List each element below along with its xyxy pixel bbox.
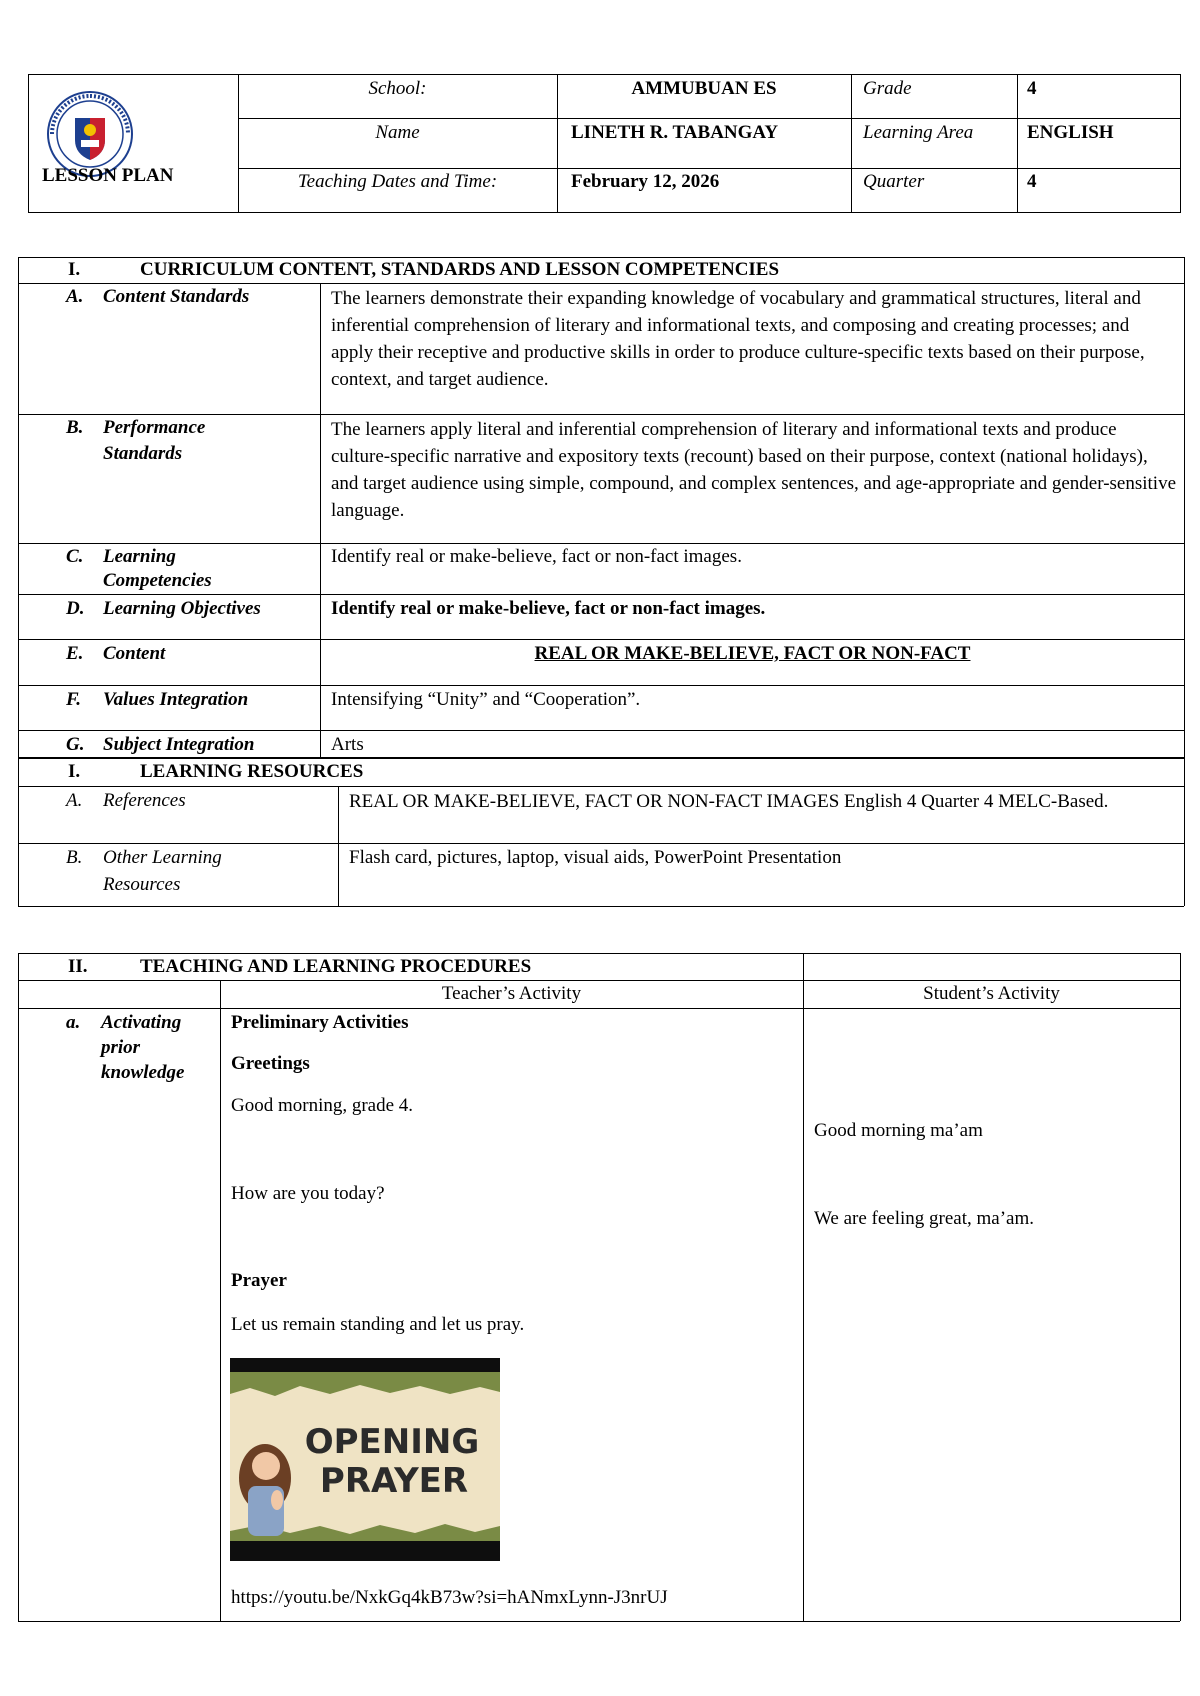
- learning-area-label: Learning Area: [863, 122, 974, 143]
- name-label: Name: [375, 122, 420, 143]
- references-label: References: [103, 790, 186, 811]
- student-activity-header: Student’s Activity: [923, 983, 1060, 1004]
- row-f-letter: F.: [66, 689, 81, 710]
- row-c-label: Learning: [103, 546, 176, 567]
- prayer-instruction: Let us remain standing and let us pray.: [231, 1314, 525, 1335]
- teaching-dates-label: Teaching Dates and Time:: [297, 171, 498, 192]
- image-text-prayer: PRAYER: [319, 1461, 469, 1501]
- references-letter: A.: [66, 790, 83, 811]
- row-g-letter: G.: [66, 734, 85, 755]
- values-integration-text: Intensifying “Unity” and “Cooperation”.: [331, 689, 641, 710]
- preliminary-activities: Preliminary Activities: [231, 1012, 409, 1033]
- content-topic-text: REAL OR MAKE-BELIEVE, FACT OR NON-FACT: [534, 643, 971, 664]
- row-f-label: Values Integration: [103, 689, 249, 710]
- activating-label-2: prior: [101, 1037, 141, 1058]
- grade-label: Grade: [863, 78, 912, 99]
- prayer-heading: Prayer: [231, 1270, 287, 1291]
- teacher-activity-header: Teacher’s Activity: [441, 983, 582, 1004]
- row-g-label: Subject Integration: [103, 734, 255, 755]
- row-d-letter: D.: [66, 598, 85, 619]
- row-b-label-2: Standards: [103, 443, 183, 464]
- activating-label-1: Activating: [101, 1012, 182, 1033]
- row-c-letter: C.: [66, 546, 84, 567]
- learning-area-value: ENGLISH: [1027, 122, 1114, 143]
- resources-number: I.: [68, 761, 81, 782]
- row-e-letter: E.: [66, 643, 84, 664]
- row-e-label: Content: [103, 643, 166, 664]
- opening-prayer-image: [230, 1358, 500, 1561]
- row-a-letter: A.: [66, 286, 84, 307]
- resources-title: LEARNING RESOURCES: [140, 761, 364, 782]
- section-1-title: CURRICULUM CONTENT, STANDARDS AND LESSON COMPETENCIES: [140, 259, 780, 280]
- other-resources-letter: B.: [66, 847, 83, 868]
- quarter-label: Quarter: [863, 171, 925, 192]
- other-resources-label-2: Resources: [103, 874, 181, 895]
- row-d-label: Learning Objectives: [103, 598, 261, 619]
- content-standards-text: The learners demonstrate their expanding knowledge of vocabulary and grammatical structures, literal and inferential comprehension of literary and informational texts, and composing and creating processes; and apply their receptive and productive skills in order to produce culture-specific texts based on their purpose, context, and target audience.: [331, 288, 1145, 390]
- greetings-heading: Greetings: [231, 1053, 310, 1074]
- name-value: LINETH R. TABANGAY: [571, 122, 779, 143]
- quarter-value: 4: [1027, 171, 1037, 192]
- prayer-video-link[interactable]: https://youtu.be/NxkGq4kB73w?si=hANmxLynn-J3nrUJ: [231, 1587, 668, 1608]
- greeting-teacher: Good morning, grade 4.: [231, 1095, 414, 1116]
- row-a-label: Content Standards: [103, 286, 250, 307]
- section-2-number: II.: [68, 956, 88, 977]
- performance-standards-text: The learners apply literal and inferential comprehension of literary and informational texts and produce culture-specific narrative and expository texts (recount) based on their purpose, context (national holidays), and target audience using simple, compound, and complex sentences, and age-appropriate and gender-sensitive language.: [331, 419, 1177, 521]
- school-value: AMMUBUAN ES: [631, 78, 777, 99]
- row-c-label-2: Competencies: [103, 570, 212, 591]
- learning-objectives-text: Identify real or make-believe, fact or non-fact images.: [331, 598, 766, 619]
- section-2-title: TEACHING AND LEARNING PROCEDURES: [140, 956, 532, 977]
- row-a-activity-letter: a.: [66, 1012, 81, 1033]
- how-are-you-student: We are feeling great, ma’am.: [814, 1208, 1035, 1229]
- learning-competencies-text: Identify real or make-believe, fact or non-fact images.: [331, 546, 742, 567]
- image-text-opening: OPENING: [304, 1422, 480, 1462]
- other-resources-label: Other Learning: [103, 847, 222, 868]
- activating-label-3: knowledge: [101, 1062, 185, 1083]
- row-b-label: Performance: [103, 417, 206, 438]
- school-label: School:: [368, 78, 427, 99]
- references-text: REAL OR MAKE-BELIEVE, FACT OR NON-FACT IMAGES English 4 Quarter 4 MELC-Based.: [349, 791, 1109, 812]
- other-resources-text: Flash card, pictures, laptop, visual aids, PowerPoint Presentation: [349, 847, 842, 868]
- lesson-plan-label: LESSON PLAN: [42, 165, 174, 186]
- teaching-dates-value: February 12, 2026: [571, 171, 720, 192]
- greeting-student: Good morning ma’am: [814, 1120, 983, 1141]
- row-b-letter: B.: [66, 417, 84, 438]
- section-1-number: I.: [68, 259, 81, 280]
- subject-integration-text: Arts: [331, 734, 364, 755]
- how-are-you-teacher: How are you today?: [231, 1183, 385, 1204]
- grade-value: 4: [1027, 78, 1037, 99]
